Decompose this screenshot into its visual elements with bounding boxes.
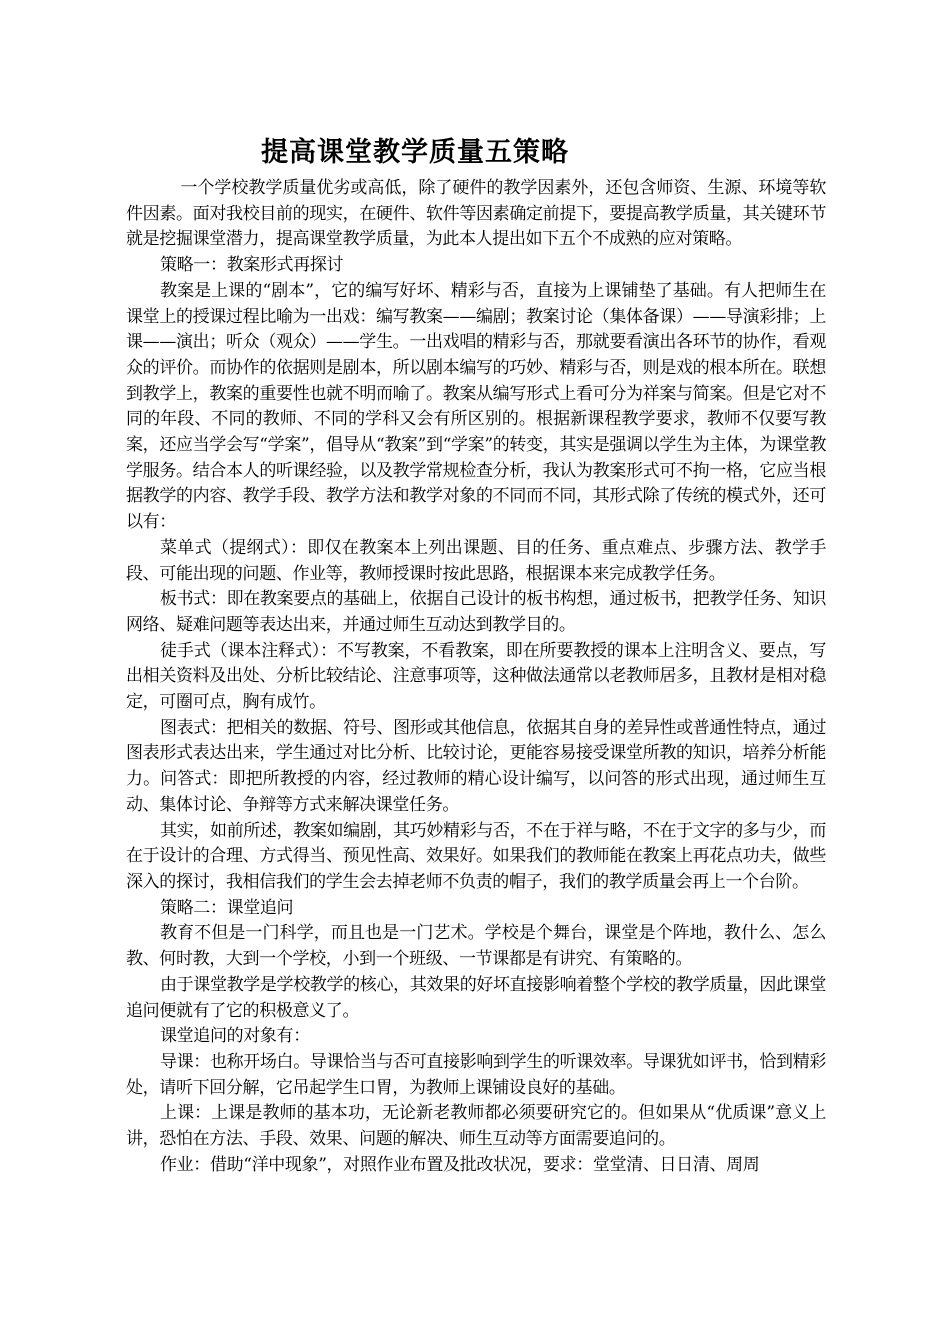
- paragraph: 菜单式（提纲式）：即仅在教案本上列出课题、目的任务、重点难点、步骤方法、教学手段、可能出现的问题、作业等，教师授课时按此思路，根据课本来完成教学任务。: [126, 537, 826, 584]
- document-body: [126, 176, 826, 1178]
- paragraph: 图表式：把相关的数据、符号、图形或其他信息，依据其自身的差异性或普通性特点，通过图表形式表达出来，学生通过对比分析、比较讨论，更能容易接受课堂所教的知识，培养分析能力。问答式：即把所教授的内容，经过教师的精心设计编写，以问答的形式出现，通过师生互动、集体讨论、争辩等方式来解决课堂任务。: [126, 717, 826, 815]
- section-heading-strategy-1: 策略一：教案形式再探讨: [160, 255, 344, 276]
- paragraph: 课堂追问的对象有：: [160, 1026, 310, 1047]
- paragraph: 教育不但是一门科学，而且也是一门艺术。学校是个舞台，课堂是个阵地，教什么、怎么教、何时教，大到一个学校，小到一个班级、一节课都是有讲究、有策略的。: [126, 923, 826, 970]
- paragraph: 教案是上课的“剧本”，它的编写好坏、精彩与否，直接为上课铺垫了基础。有人把师生在课堂上的授课过程比喻为一出戏：编写教案——编剧；教案讨论（集体备课）——导演彩排；上课——演出；听众（观众）——学生。一出戏唱的精彩与否，那就要看演出各环节的协作，看观众的评价。而协作的依据则是剧本，所以剧本编写的巧妙、精彩与否，则是戏的根本所在。联想到教学上，教案的重要性也就不明而喻了。教案从编写形式上看可分为祥案与简案。但是它对不同的年段、不同的教师、不同的学科又会有所区别的。根据新课程教学要求，教师不仅要写教案，还应当学会写“学案”，倡导从“教案”到“学案”的转变，其实是强调以学生为主体，为课堂教学服务。结合本人的听课经验，以及教学常规检查分析，我认为教案形式可不拘一格，它应当根据教学的内容、教学手段、教学方法和教学对象的不同而不同，其形式除了传统的模式外，还可以有：: [126, 280, 826, 533]
- paragraph: 导课：也称开场白。导课恰当与否可直接影响到学生的听课效率。导课犹如评书，恰到精彩处，请听下回分解，它吊起学生口胃，为教师上课铺设良好的基础。: [126, 1051, 826, 1098]
- paragraph-intro: 一个学校教学质量优劣或高低，除了硬件的教学因素外，还包含师资、生源、环境等软件因素。面对我校目前的现实，在硬件、软件等因素确定前提下，要提高教学质量，其关键环节就是挖掘课堂潜力，提高课堂教学质量，为此本人提出如下五个不成熟的应对策略。: [126, 178, 826, 250]
- paragraph: 上课：上课是教师的基本功，无论新老教师都必须要研究它的。但如果从“优质课”意义上讲，恐怕在方法、手段、效果、问题的解决、师生互动等方面需要追问的。: [126, 1103, 826, 1150]
- paragraph: 作业：借助“洋中现象”，对照作业布置及批改状况，要求：堂堂清、日日清、周周: [160, 1154, 760, 1175]
- document-title: 提高课堂教学质量五策略: [261, 137, 569, 168]
- paragraph: 其实，如前所述，教案如编剧，其巧妙精彩与否，不在于祥与略，不在于文字的多与少，而在于设计的合理、方式得当、预见性高、效果好。如果我们的教师能在教案上再花点功夫，做些深入的探讨，我相信我们的学生会去掉老师不负责的帽子，我们的教学质量会再上一个台阶。: [126, 820, 826, 892]
- paragraph: 板书式：即在教案要点的基础上，依据自己设计的板书构想，通过板书，把教学任务、知识网络、疑难问题等表达出来，并通过师生互动达到教学目的。: [126, 589, 826, 635]
- section-heading-strategy-2: 策略二：课堂追问: [160, 897, 294, 918]
- paragraph: 由于课堂教学是学校教学的核心，其效果的好坏直接影响着整个学校的教学质量，因此课堂追问便就有了它的积极意义了。: [126, 974, 826, 1021]
- paragraph: 徒手式（课本注释式）：不写教案，不看教案，即在所要教授的课本上注明含义、要点，写出相关资料及出处、分析比较结论、注意事项等，这种做法通常以老教师居多，且教材是相对稳定，可圈可点，胸有成竹。: [126, 640, 826, 713]
